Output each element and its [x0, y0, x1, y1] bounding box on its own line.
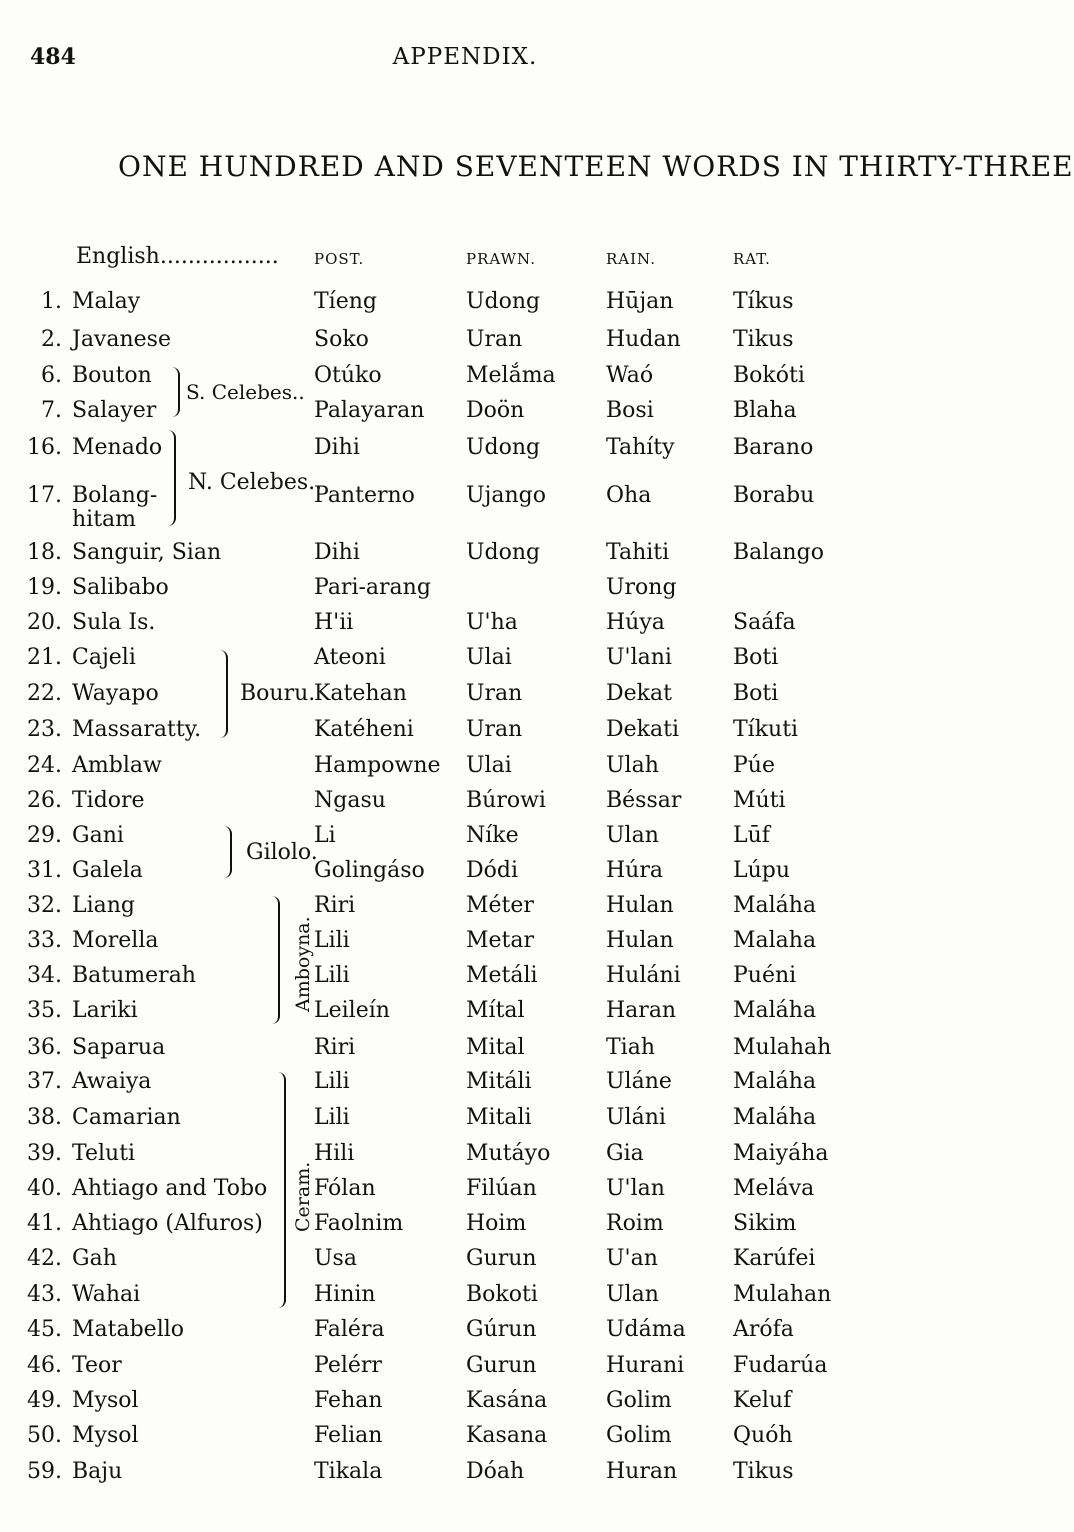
word-rain: Tiah — [606, 1035, 655, 1060]
word-rain: Huláni — [606, 963, 681, 988]
word-post: Riri — [314, 893, 356, 918]
language-name: Javanese — [72, 327, 171, 352]
word-rat: Púe — [733, 753, 775, 778]
word-prawn: Filúan — [466, 1176, 537, 1201]
table-row — [0, 712, 930, 748]
table-row — [0, 1418, 930, 1454]
word-rain: Béssar — [606, 788, 682, 813]
row-number: 49. — [27, 1388, 62, 1413]
language-name: Matabello — [72, 1317, 185, 1342]
word-rat: Maiyáha — [733, 1141, 829, 1166]
word-rat: Bokóti — [733, 363, 805, 388]
table-row — [0, 888, 930, 924]
header-rat: RAT. — [733, 250, 771, 268]
language-name: Sanguir, Sian — [72, 540, 222, 565]
word-rain: Haran — [606, 998, 677, 1023]
row-number: 50. — [27, 1423, 62, 1448]
running-head: APPENDIX. — [392, 44, 538, 70]
word-prawn: Uran — [466, 717, 523, 742]
table-row — [0, 1454, 930, 1490]
table-row — [0, 358, 930, 394]
word-prawn: Uran — [466, 327, 523, 352]
row-number: 41. — [27, 1211, 62, 1236]
word-rat: Boti — [733, 681, 779, 706]
language-name: Teluti — [72, 1141, 136, 1166]
row-number: 17. — [27, 483, 62, 508]
group-s-celebes: S. Celebes.. — [186, 380, 305, 404]
word-rat: Tíkuti — [733, 717, 799, 742]
language-name: Salibabo — [72, 575, 169, 600]
word-rain: Hudan — [606, 327, 681, 352]
word-post: Hinin — [314, 1282, 376, 1307]
word-rain: U'an — [606, 1246, 658, 1271]
table-row — [0, 502, 930, 538]
table-row — [0, 535, 930, 571]
word-prawn: Mítal — [466, 998, 525, 1023]
table-row — [0, 322, 930, 358]
word-rain: Waó — [606, 363, 654, 388]
word-prawn: U'ha — [466, 610, 518, 635]
row-number: 24. — [27, 753, 62, 778]
brace-n-celebes — [168, 430, 176, 526]
word-rain: Hūjan — [606, 289, 674, 314]
page-number: 484 — [30, 44, 76, 70]
word-rat: Fudarúa — [733, 1353, 828, 1378]
table-row — [0, 676, 930, 712]
word-rain: Tahíty — [606, 435, 675, 460]
language-name: Gah — [72, 1246, 117, 1271]
group-ceram: Ceram. — [292, 1161, 314, 1232]
group-bouru: Bouru. — [240, 681, 316, 706]
row-number: 23. — [27, 717, 62, 742]
header-rain: RAIN. — [606, 250, 656, 268]
word-prawn: Mitáli — [466, 1069, 532, 1094]
word-rain: Bosi — [606, 398, 654, 423]
word-rain: Urong — [606, 575, 677, 600]
brace-bouru — [220, 650, 228, 738]
group-amboyna: Amboyna. — [292, 916, 314, 1012]
word-rat: Arófa — [733, 1317, 794, 1342]
word-rain: Ulan — [606, 1282, 659, 1307]
word-rain: Ulah — [606, 753, 659, 778]
word-post: Katéheni — [314, 717, 414, 742]
word-post: Riri — [314, 1035, 356, 1060]
word-rain: Dekati — [606, 717, 679, 742]
word-rat: Karúfei — [733, 1246, 816, 1271]
word-post: Tíeng — [314, 289, 377, 314]
word-prawn: Mitali — [466, 1105, 532, 1130]
word-rain: Uláne — [606, 1069, 672, 1094]
table-row — [0, 783, 930, 819]
word-rat: Maláha — [733, 998, 817, 1023]
row-number: 37. — [27, 1069, 62, 1094]
table-row — [0, 1206, 930, 1242]
word-post: Tikala — [314, 1459, 383, 1484]
word-prawn: Uran — [466, 681, 523, 706]
brace-amboyna — [272, 896, 280, 1024]
word-rat: Tikus — [733, 327, 794, 352]
row-number: 46. — [27, 1353, 62, 1378]
language-name: Ahtiago (Alfuros) — [72, 1211, 263, 1236]
row-number: 22. — [27, 681, 62, 706]
language-name: Salayer — [72, 398, 157, 423]
row-number: 36. — [27, 1035, 62, 1060]
group-n-celebes: N. Celebes.. — [188, 470, 323, 495]
row-number: 32. — [27, 893, 62, 918]
word-prawn: Kasána — [466, 1388, 548, 1413]
word-rat: Boti — [733, 645, 779, 670]
language-name: Awaiya — [72, 1069, 152, 1094]
row-number: 34. — [27, 963, 62, 988]
brace-ceram — [278, 1072, 286, 1308]
word-rain: Dekat — [606, 681, 672, 706]
table-row — [0, 818, 930, 854]
word-rat: Tíkus — [733, 289, 794, 314]
word-post: Faléra — [314, 1317, 385, 1342]
word-rain: Gia — [606, 1141, 644, 1166]
language-name: Mysol — [72, 1423, 139, 1448]
word-rat: Borabu — [733, 483, 815, 508]
word-prawn: Melắma — [466, 363, 556, 388]
table-row — [0, 958, 930, 994]
word-post: Faolnim — [314, 1211, 404, 1236]
word-post: Katehan — [314, 681, 407, 706]
language-name: Menado — [72, 435, 163, 460]
word-rain: Uláni — [606, 1105, 666, 1130]
table-row — [0, 1241, 930, 1277]
word-rain: Hulan — [606, 928, 674, 953]
language-name: Massaratty. — [72, 717, 202, 742]
language-name: Bolang- — [72, 483, 158, 508]
table-row — [0, 1277, 930, 1313]
word-post: Golingáso — [314, 858, 425, 883]
word-prawn: Búrowi — [466, 788, 546, 813]
word-prawn: Níke — [466, 823, 519, 848]
table-row — [0, 853, 930, 889]
table-row — [0, 393, 930, 429]
row-number: 1. — [41, 289, 62, 314]
row-number: 26. — [27, 788, 62, 813]
row-number: 18. — [27, 540, 62, 565]
word-rain: Golim — [606, 1423, 672, 1448]
language-name: Tidore — [72, 788, 145, 813]
word-post: Hampowne — [314, 753, 441, 778]
word-prawn: Udong — [466, 435, 541, 460]
language-name: Malay — [72, 289, 141, 314]
language-name: Gani — [72, 823, 124, 848]
word-prawn: Ulai — [466, 645, 512, 670]
language-name: Ahtiago and Tobo — [72, 1176, 268, 1201]
table-row — [0, 570, 930, 606]
brace-gilolo — [224, 826, 232, 878]
word-rain: Oha — [606, 483, 652, 508]
language-name: Amblaw — [72, 753, 162, 778]
table-row — [0, 605, 930, 641]
table-row — [0, 1312, 930, 1348]
word-rain: U'lan — [606, 1176, 665, 1201]
row-number: 38. — [27, 1105, 62, 1130]
table-row — [0, 1136, 930, 1172]
row-number: 39. — [27, 1141, 62, 1166]
table-row — [0, 284, 930, 320]
word-post: Fólan — [314, 1176, 376, 1201]
word-prawn: Gúrun — [466, 1317, 537, 1342]
row-number: 20. — [27, 610, 62, 635]
word-rain: Húra — [606, 858, 663, 883]
word-post: Soko — [314, 327, 369, 352]
table-row — [0, 1100, 930, 1136]
table-row — [0, 1383, 930, 1419]
word-prawn: Méter — [466, 893, 534, 918]
word-rain: Húya — [606, 610, 665, 635]
word-post: Li — [314, 823, 336, 848]
word-prawn: Udong — [466, 289, 541, 314]
word-rat: Saáfa — [733, 610, 796, 635]
word-rat: Lūf — [733, 823, 770, 848]
word-prawn: Gurun — [466, 1353, 537, 1378]
word-post: Pelérr — [314, 1353, 382, 1378]
group-gilolo: Gilolo. — [246, 840, 318, 865]
word-prawn: Ujango — [466, 483, 546, 508]
word-rat: Sikim — [733, 1211, 797, 1236]
word-post: Dihi — [314, 435, 360, 460]
table-title: ONE HUNDRED AND SEVENTEEN WORDS IN THIRTY-THREE — [118, 150, 1074, 183]
word-prawn: Dódi — [466, 858, 519, 883]
word-prawn: Metar — [466, 928, 535, 953]
word-rat: Balango — [733, 540, 824, 565]
word-post: Dihi — [314, 540, 360, 565]
table-row — [0, 640, 930, 676]
word-rat: Meláva — [733, 1176, 815, 1201]
table-row — [0, 923, 930, 959]
language-name: Baju — [72, 1459, 123, 1484]
word-post: Ateoni — [314, 645, 386, 670]
row-number: 33. — [27, 928, 62, 953]
word-post: Lili — [314, 1105, 350, 1130]
word-prawn: Kasana — [466, 1423, 548, 1448]
table-row — [0, 993, 930, 1029]
word-rain: Roim — [606, 1211, 664, 1236]
language-name: Liang — [72, 893, 136, 918]
language-name: Batumerah — [72, 963, 196, 988]
word-rat: Malaha — [733, 928, 817, 953]
word-rain: Huran — [606, 1459, 678, 1484]
word-prawn: Hoim — [466, 1211, 527, 1236]
row-number: 43. — [27, 1282, 62, 1307]
language-name: Galela — [72, 858, 143, 883]
word-prawn: Bokoti — [466, 1282, 538, 1307]
word-prawn: Dóah — [466, 1459, 525, 1484]
row-number: 40. — [27, 1176, 62, 1201]
word-rat: Mulahan — [733, 1282, 832, 1307]
word-post: H'ii — [314, 610, 354, 635]
brace-s-celebes — [172, 367, 180, 417]
language-name: Wayapo — [72, 681, 159, 706]
word-prawn: Ulai — [466, 753, 512, 778]
row-number: 35. — [27, 998, 62, 1023]
table-row — [0, 1064, 930, 1100]
header-post: POST. — [314, 250, 365, 268]
word-post: Lili — [314, 963, 350, 988]
word-rain: Tahiti — [606, 540, 670, 565]
word-rain: U'lani — [606, 645, 672, 670]
word-post: Usa — [314, 1246, 357, 1271]
word-prawn: Udong — [466, 540, 541, 565]
table-row — [0, 1030, 930, 1066]
word-post: Ngasu — [314, 788, 386, 813]
language-name: Bouton — [72, 363, 152, 388]
word-post: Otúko — [314, 363, 382, 388]
word-post: Lili — [314, 928, 350, 953]
word-rat: Barano — [733, 435, 814, 460]
table-row — [0, 430, 930, 466]
word-rat: Múti — [733, 788, 786, 813]
language-name: Saparua — [72, 1035, 166, 1060]
word-rat: Maláha — [733, 1105, 817, 1130]
language-name: Wahai — [72, 1282, 141, 1307]
row-number: 21. — [27, 645, 62, 670]
word-rat: Puéni — [733, 963, 797, 988]
language-name: Cajeli — [72, 645, 136, 670]
table-row — [0, 748, 930, 784]
row-number: 16. — [27, 435, 62, 460]
word-rat: Mulahah — [733, 1035, 832, 1060]
row-number: 7. — [41, 398, 62, 423]
word-post: Felian — [314, 1423, 383, 1448]
row-number: 42. — [27, 1246, 62, 1271]
word-post: Fehan — [314, 1388, 383, 1413]
word-post: Lili — [314, 1069, 350, 1094]
language-name: Teor — [72, 1353, 122, 1378]
word-rat: Blaha — [733, 398, 797, 423]
header-english: English................. — [76, 244, 279, 269]
row-number: 29. — [27, 823, 62, 848]
word-post: Leileín — [314, 998, 390, 1023]
word-post: Pari-arang — [314, 575, 431, 600]
word-rat: Lúpu — [733, 858, 791, 883]
word-prawn: Mital — [466, 1035, 525, 1060]
word-rat: Keluf — [733, 1388, 792, 1413]
word-prawn: Metáli — [466, 963, 538, 988]
word-rat: Maláha — [733, 1069, 817, 1094]
language-name: Sula Is. — [72, 610, 156, 635]
row-number: 31. — [27, 858, 62, 883]
word-rat: Maláha — [733, 893, 817, 918]
header-prawn: PRAWN. — [466, 250, 536, 268]
word-post: Palayaran — [314, 398, 425, 423]
table-row — [0, 1171, 930, 1207]
language-name: Morella — [72, 928, 159, 953]
word-prawn: Doön — [466, 398, 525, 423]
word-prawn: Mutáyo — [466, 1141, 551, 1166]
word-rat: Quóh — [733, 1423, 793, 1448]
word-post: Hili — [314, 1141, 355, 1166]
word-prawn: Gurun — [466, 1246, 537, 1271]
table-row — [0, 1348, 930, 1384]
word-rain: Udáma — [606, 1317, 686, 1342]
row-number: 45. — [27, 1317, 62, 1342]
word-rat: Tikus — [733, 1459, 794, 1484]
row-number: 19. — [27, 575, 62, 600]
word-post: Panterno — [314, 483, 415, 508]
language-name: hitam — [72, 507, 137, 532]
row-number: 2. — [41, 327, 62, 352]
language-name: Lariki — [72, 998, 138, 1023]
language-name: Camarian — [72, 1105, 181, 1130]
row-number: 6. — [41, 363, 62, 388]
row-number: 59. — [27, 1459, 62, 1484]
word-rain: Golim — [606, 1388, 672, 1413]
word-rain: Hulan — [606, 893, 674, 918]
language-name: Mysol — [72, 1388, 139, 1413]
word-rain: Ulan — [606, 823, 659, 848]
word-rain: Hurani — [606, 1353, 685, 1378]
